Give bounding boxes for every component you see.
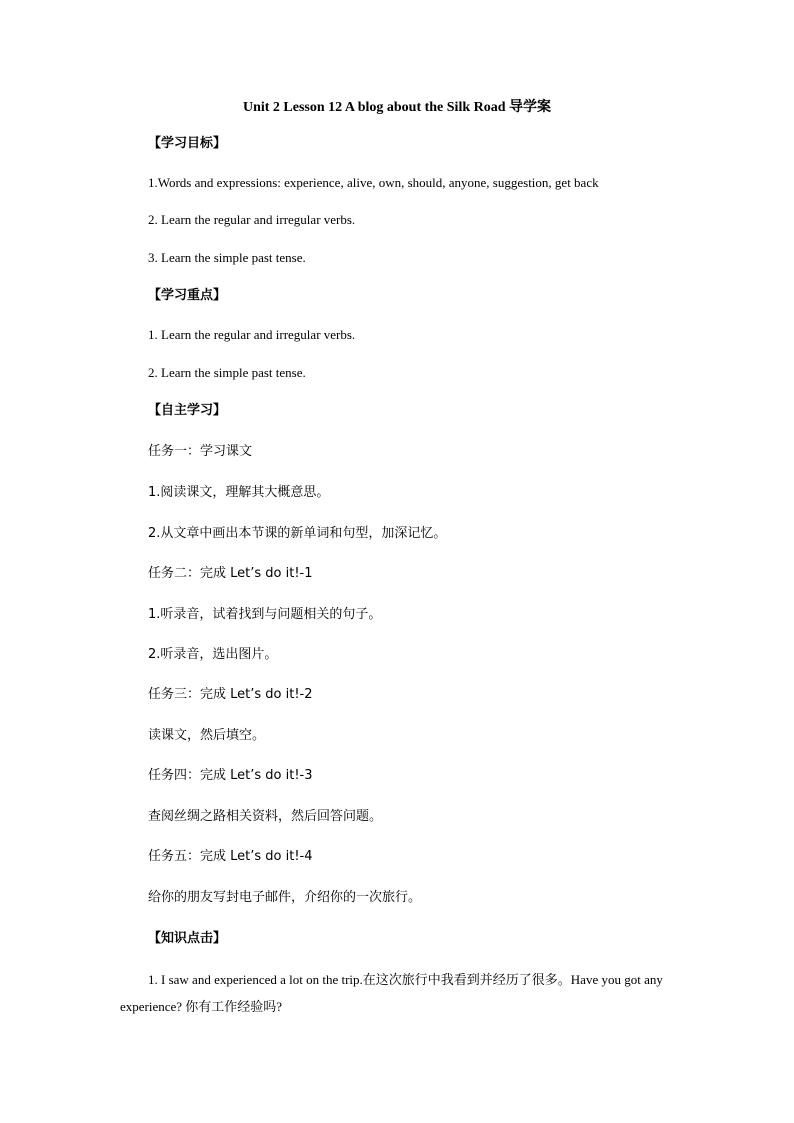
self-study-step: 2.从文章中画出本节课的新单词和句型，加深记忆。 [148, 526, 447, 541]
document-title: Unit 2 Lesson 12 A blog about the Silk Road 导学案 [242, 100, 552, 115]
self-study-task-title: 任务四：完成 Let’s do it!-3 [148, 768, 313, 783]
section-heading-objectives: 【学习目标】 [148, 136, 227, 151]
section-heading-self-study: 【自主学习】 [148, 403, 227, 418]
section-heading-key-points: 【学习重点】 [148, 288, 227, 303]
knowledge-paragraph: 1. I saw and experienced a lot on the trip.在这次旅行中我看到并经历了很多。Have you got any experience? 你有工作经验吗? [120, 972, 663, 1014]
self-study-step: 1.阅读课文，理解其大概意思。 [148, 485, 330, 500]
self-study-task-title: 任务三：完成 Let’s do it!-2 [148, 687, 313, 702]
self-study-task-title: 任务五：完成 Let’s do it!-4 [148, 849, 313, 864]
self-study-task-title: 任务二：完成 Let’s do it!-1 [148, 566, 313, 581]
self-study-task-title: 任务一：学习课文 [148, 444, 253, 459]
self-study-step: 给你的朋友写封电子邮件，介绍你的一次旅行。 [148, 890, 422, 905]
self-study-step: 查阅丝绸之路相关资料，然后回答问题。 [148, 809, 383, 824]
key-point-item: 2. Learn the simple past tense. [148, 365, 306, 380]
key-point-item: 1. Learn the regular and irregular verbs. [148, 327, 356, 342]
self-study-step: 2.听录音，选出图片。 [148, 647, 278, 662]
section-heading-knowledge: 【知识点击】 [148, 931, 227, 946]
objective-item: 3. Learn the simple past tense. [148, 250, 306, 265]
objective-item: 2. Learn the regular and irregular verbs. [148, 212, 356, 227]
self-study-step: 1.听录音，试着找到与问题相关的句子。 [148, 607, 382, 622]
objective-item: 1.Words and expressions: experience, alive, own, should, anyone, suggestion, get back [148, 175, 599, 190]
self-study-step: 读课文，然后填空。 [148, 728, 266, 743]
